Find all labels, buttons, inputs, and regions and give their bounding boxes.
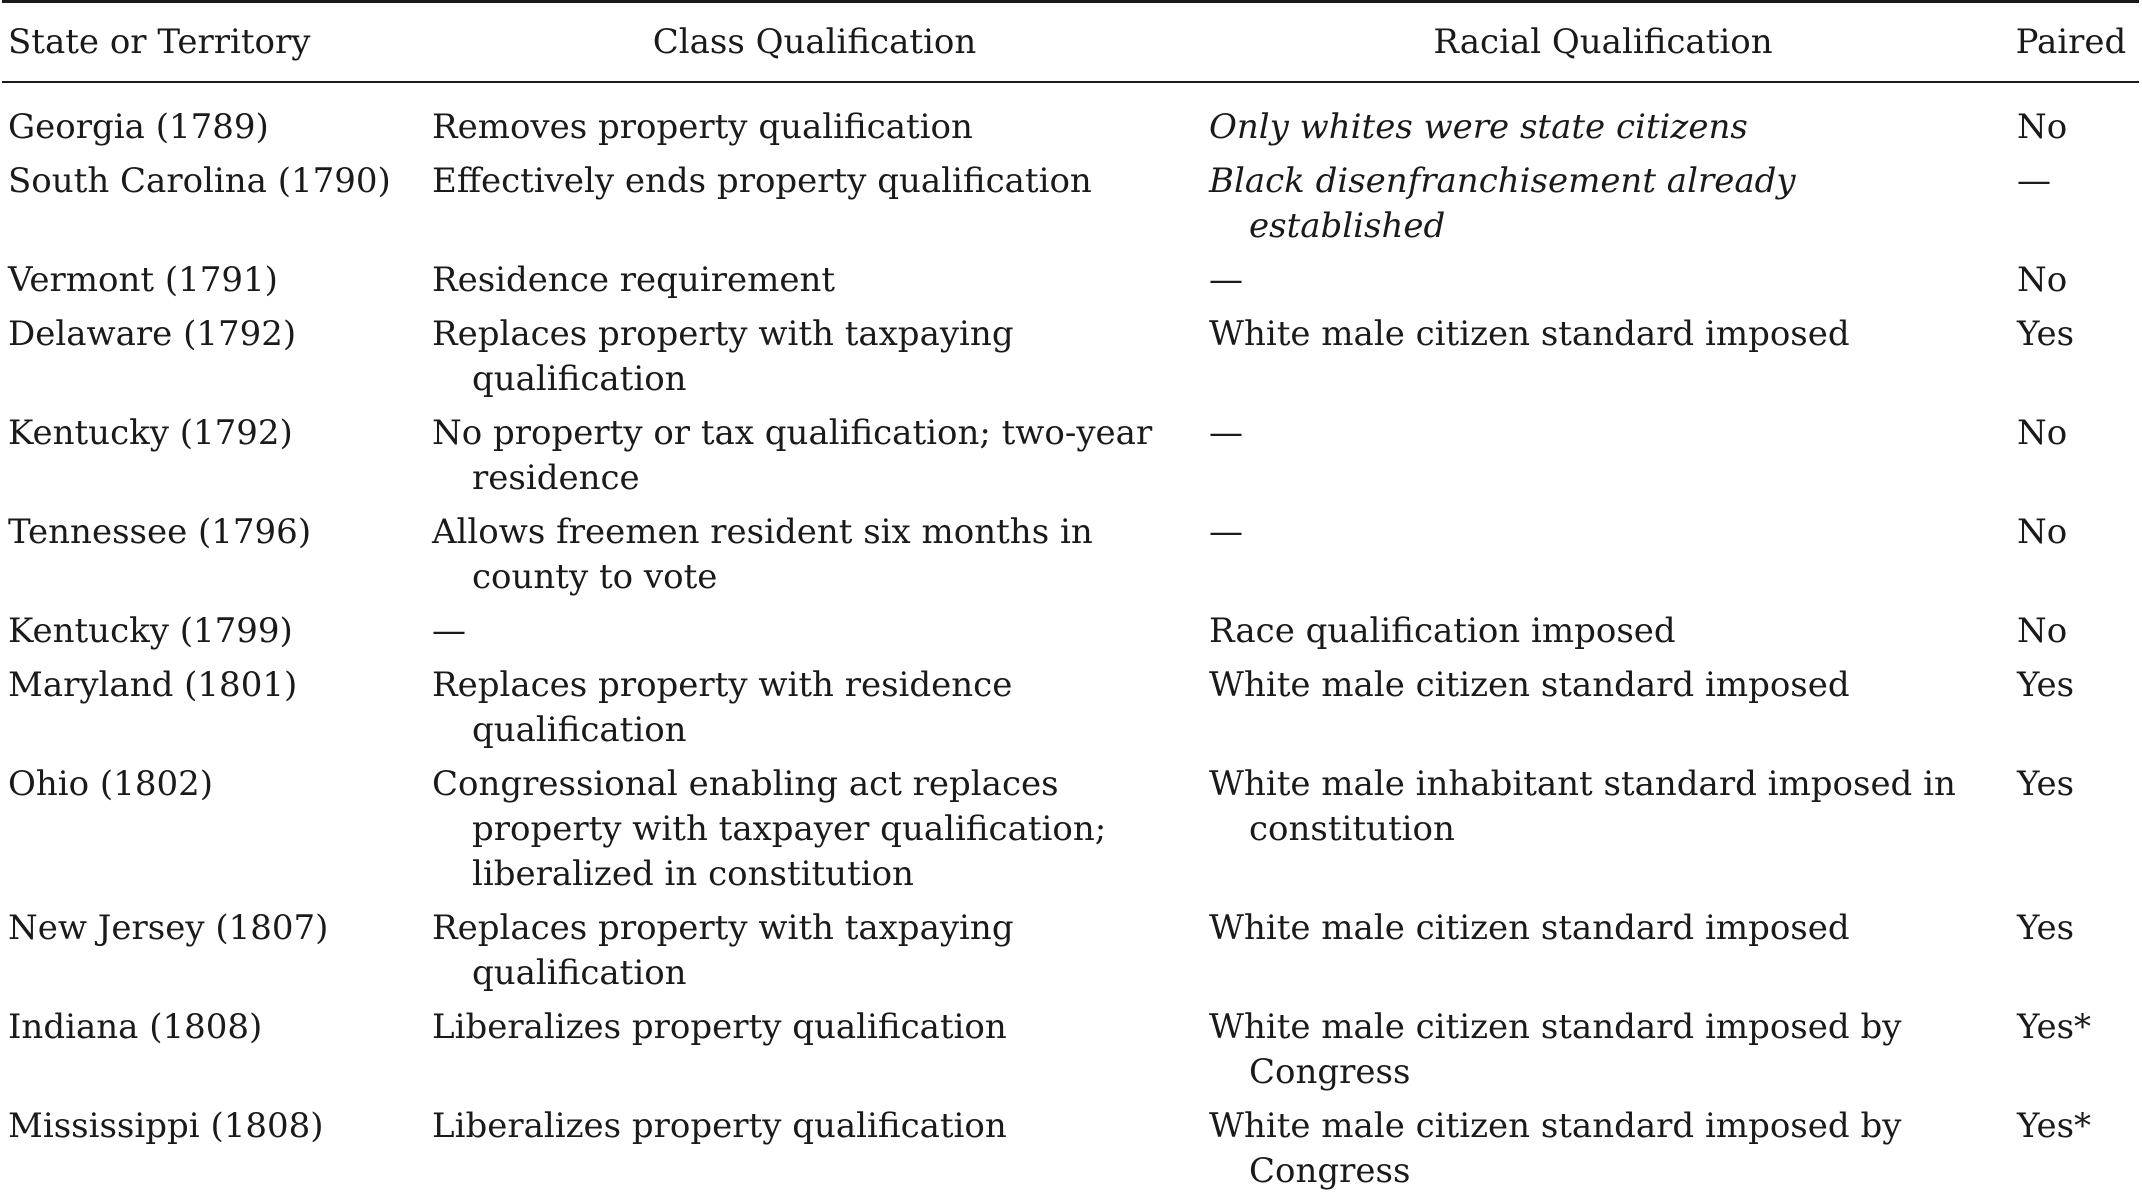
cell-state-text: Georgia (1789): [8, 107, 269, 147]
cell-class-qualification-text: Liberalizes property qualification: [432, 1007, 1007, 1047]
cell-paired-text: No: [2017, 413, 2068, 453]
cell-class-qualification-text: Replaces property with residence qualification: [432, 665, 1013, 750]
cell-state: [2, 663, 426, 762]
cell-racial-qualification: [1203, 762, 2003, 906]
cell-class-qualification-text: —: [432, 611, 466, 651]
cell-paired: [2003, 1104, 2139, 1203]
cell-class-qualification-text: Congressional enabling act replaces property with taxpayer qualification; liberalized in constitution: [432, 764, 1107, 894]
cell-paired: [2003, 82, 2139, 159]
cell-paired-text: Yes*: [2017, 1007, 2092, 1047]
cell-paired-text: Yes: [2017, 665, 2075, 705]
table-row: [2, 1005, 2139, 1104]
header-row: [2, 2, 2139, 83]
cell-state: [2, 762, 426, 906]
cell-paired: [2003, 159, 2139, 258]
cell-class-qualification: [426, 510, 1203, 609]
cell-state: [2, 82, 426, 159]
cell-racial-qualification-text: White male inhabitant standard imposed in constitution: [1209, 764, 1956, 849]
table-row: [2, 411, 2139, 510]
cell-state: [2, 312, 426, 411]
cell-class-qualification: [426, 906, 1203, 1005]
cell-paired-text: No: [2017, 260, 2068, 300]
cell-racial-qualification-text: White male citizen standard imposed by Congress: [1209, 1106, 1902, 1191]
cell-state: [2, 906, 426, 1005]
header-class-qualification: Class Qualification: [652, 21, 977, 62]
cell-class-qualification-text: Residence requirement: [432, 260, 836, 300]
cell-paired: [2003, 312, 2139, 411]
cell-racial-qualification-text: —: [1209, 413, 1243, 453]
cell-racial-qualification: [1203, 609, 2003, 663]
table-row: [2, 906, 2139, 1005]
cell-state-text: Vermont (1791): [8, 260, 278, 300]
cell-state-text: South Carolina (1790): [8, 161, 391, 201]
cell-paired-text: No: [2017, 512, 2068, 552]
cell-class-qualification: [426, 762, 1203, 906]
cell-class-qualification: [426, 82, 1203, 159]
cell-racial-qualification-text: Only whites were state citizens: [1209, 107, 1748, 147]
cell-paired-text: Yes*: [2017, 1106, 2092, 1146]
cell-class-qualification: [426, 663, 1203, 762]
cell-racial-qualification-text: Black disenfranchisement already established: [1209, 161, 1796, 246]
cell-racial-qualification-text: White male citizen standard imposed by Congress: [1209, 1007, 1902, 1092]
table-row: [2, 609, 2139, 663]
cell-paired-text: Yes: [2017, 314, 2075, 354]
cell-paired: [2003, 258, 2139, 312]
cell-racial-qualification-text: White male citizen standard imposed: [1209, 314, 1850, 354]
header-state: State or Territory: [8, 21, 311, 62]
header-paired: Paired: [2015, 21, 2127, 62]
cell-class-qualification-text: Replaces property with taxpaying qualification: [432, 314, 1014, 399]
suffrage-qualifications-table: [2, 0, 2139, 1203]
cell-state-text: Maryland (1801): [8, 665, 298, 705]
table-row: [2, 159, 2139, 258]
cell-racial-qualification: [1203, 312, 2003, 411]
cell-paired: [2003, 510, 2139, 609]
cell-state: [2, 411, 426, 510]
cell-racial-qualification-text: Race qualification imposed: [1209, 611, 1676, 651]
cell-state: [2, 609, 426, 663]
cell-racial-qualification: [1203, 1104, 2003, 1203]
cell-state-text: Tennessee (1796): [8, 512, 312, 552]
cell-paired-text: No: [2017, 611, 2068, 651]
cell-paired-text: No: [2017, 107, 2068, 147]
cell-racial-qualification: [1203, 258, 2003, 312]
cell-paired: [2003, 1005, 2139, 1104]
cell-state: [2, 159, 426, 258]
cell-paired: [2003, 762, 2139, 906]
cell-racial-qualification: [1203, 510, 2003, 609]
cell-racial-qualification-text: —: [1209, 260, 1243, 300]
cell-state-text: New Jersey (1807): [8, 908, 329, 948]
cell-paired-text: Yes: [2017, 908, 2075, 948]
cell-racial-qualification-text: White male citizen standard imposed: [1209, 665, 1850, 705]
cell-state: [2, 1005, 426, 1104]
cell-state-text: Delaware (1792): [8, 314, 297, 354]
table-row: [2, 762, 2139, 906]
cell-class-qualification-text: Allows freemen resident six months in county to vote: [432, 512, 1093, 597]
cell-racial-qualification-text: White male citizen standard imposed: [1209, 908, 1850, 948]
table-row: [2, 258, 2139, 312]
cell-class-qualification-text: No property or tax qualification; two-year residence: [432, 413, 1153, 498]
cell-class-qualification: [426, 159, 1203, 258]
table-row: [2, 510, 2139, 609]
cell-paired-text: Yes: [2017, 764, 2075, 804]
cell-class-qualification: [426, 609, 1203, 663]
cell-racial-qualification: [1203, 1005, 2003, 1104]
cell-paired: [2003, 663, 2139, 762]
cell-class-qualification: [426, 258, 1203, 312]
cell-paired: [2003, 906, 2139, 1005]
cell-state-text: Mississippi (1808): [8, 1106, 324, 1146]
cell-paired: [2003, 411, 2139, 510]
cell-state-text: Kentucky (1792): [8, 413, 293, 453]
cell-racial-qualification: [1203, 411, 2003, 510]
cell-racial-qualification: [1203, 663, 2003, 762]
table-body: [2, 82, 2139, 1203]
cell-class-qualification-text: Effectively ends property qualification: [432, 161, 1092, 201]
header-racial-qualification: Racial Qualification: [1433, 21, 1773, 62]
cell-racial-qualification: [1203, 82, 2003, 159]
cell-state: [2, 510, 426, 609]
table-row: [2, 1104, 2139, 1203]
cell-state: [2, 258, 426, 312]
cell-class-qualification: [426, 411, 1203, 510]
cell-class-qualification: [426, 312, 1203, 411]
table-row: [2, 663, 2139, 762]
cell-class-qualification: [426, 1005, 1203, 1104]
cell-state: [2, 1104, 426, 1203]
cell-racial-qualification-text: —: [1209, 512, 1243, 552]
table-header: [2, 2, 2139, 83]
cell-state-text: Indiana (1808): [8, 1007, 263, 1047]
cell-racial-qualification: [1203, 159, 2003, 258]
cell-paired: [2003, 609, 2139, 663]
cell-class-qualification: [426, 1104, 1203, 1203]
cell-class-qualification-text: Liberalizes property qualification: [432, 1106, 1007, 1146]
cell-state-text: Kentucky (1799): [8, 611, 293, 651]
table-row: [2, 312, 2139, 411]
cell-state-text: Ohio (1802): [8, 764, 213, 804]
cell-class-qualification-text: Removes property qualification: [432, 107, 973, 147]
table-row: [2, 82, 2139, 159]
cell-racial-qualification: [1203, 906, 2003, 1005]
cell-paired-text: —: [2017, 161, 2051, 201]
cell-class-qualification-text: Replaces property with taxpaying qualification: [432, 908, 1014, 993]
